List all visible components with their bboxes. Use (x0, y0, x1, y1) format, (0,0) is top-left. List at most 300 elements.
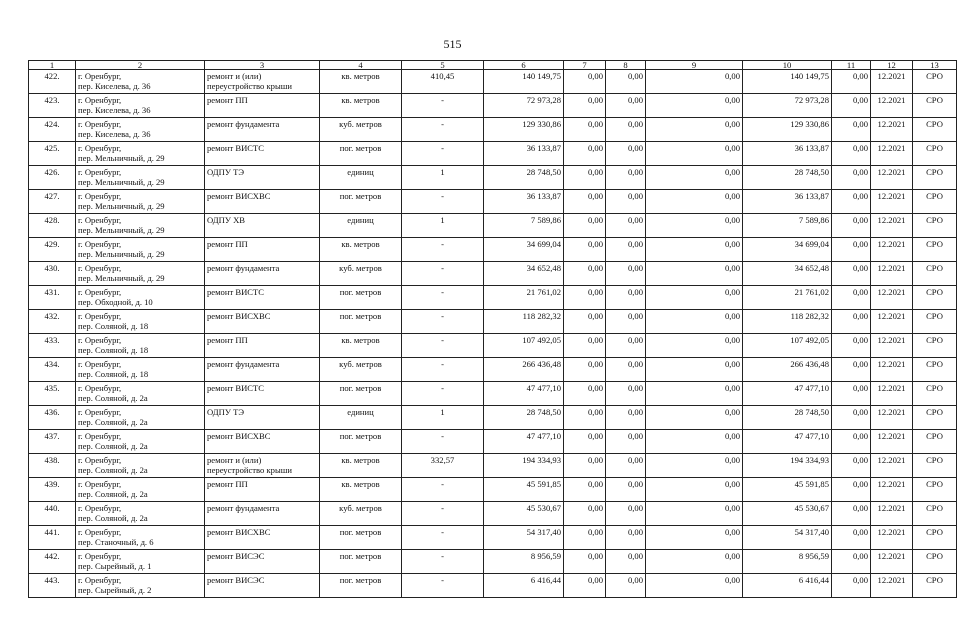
unit-cell (320, 550, 402, 574)
volume-line: - (441, 431, 444, 441)
value-line: 0,00 (724, 287, 740, 297)
value-line: 0,00 (724, 215, 740, 225)
value-line: 0,00 (852, 383, 868, 393)
value-line: 0,00 (587, 575, 603, 585)
fund-cost-cell (743, 166, 832, 190)
address-line: г. Оренбург, (78, 191, 122, 201)
address-line: пер. Соляной, д. 2а (78, 465, 148, 475)
value-line: 0,00 (724, 191, 740, 201)
unit-line: пог. метров (339, 431, 382, 441)
value-line: 0,00 (587, 143, 603, 153)
deadline-line: 12.2021 (877, 359, 906, 369)
fund-cost-line: 107 492,05 (790, 335, 829, 345)
column-header: 3 (205, 61, 320, 70)
row-number-cell (29, 430, 76, 454)
column-header: 5 (402, 61, 484, 70)
volume-line: 332,57 (430, 455, 455, 465)
fund-cost-cell (743, 190, 832, 214)
value-cell (564, 574, 606, 598)
work-type-cell (205, 478, 320, 502)
value-line: 0,00 (587, 311, 603, 321)
value-line: 0,00 (852, 335, 868, 345)
deadline-cell (871, 574, 913, 598)
deadline-cell (871, 310, 913, 334)
source-cell (913, 142, 957, 166)
value-cell (646, 310, 743, 334)
work-type-cell (205, 526, 320, 550)
source-line: СРО (926, 551, 943, 561)
value-cell (564, 142, 606, 166)
fund-cost-cell (743, 286, 832, 310)
address-line: пер. Станочный, д. 6 (78, 537, 154, 547)
value-line: 0,00 (627, 383, 643, 393)
value-cell (832, 334, 871, 358)
fund-cost-cell (743, 550, 832, 574)
fund-cost-line: 129 330,86 (790, 119, 829, 129)
work-type-cell (205, 574, 320, 598)
work-type-line: переустройство крыши (207, 465, 292, 475)
value-cell (646, 406, 743, 430)
value-line: 0,00 (587, 551, 603, 561)
volume-cell (402, 286, 484, 310)
value-cell (646, 214, 743, 238)
table-row (29, 142, 957, 166)
unit-cell (320, 190, 402, 214)
unit-cell (320, 502, 402, 526)
unit-cell (320, 526, 402, 550)
address-line: г. Оренбург, (78, 167, 122, 177)
value-line: 0,00 (852, 239, 868, 249)
fund-cost-line: 21 761,02 (794, 287, 829, 297)
address-cell (76, 406, 205, 430)
row-number-line: 443. (44, 575, 60, 585)
table-row (29, 166, 957, 190)
volume-cell (402, 190, 484, 214)
value-line: 0,00 (587, 359, 603, 369)
total-cost-line: 47 477,10 (526, 383, 561, 393)
total-cost-line: 7 589,86 (530, 215, 561, 225)
unit-cell (320, 454, 402, 478)
value-line: 0,00 (724, 455, 740, 465)
value-cell (606, 502, 646, 526)
row-number-line: 442. (44, 551, 60, 561)
value-line: 0,00 (627, 407, 643, 417)
total-cost-line: 47 477,10 (526, 431, 561, 441)
deadline-line: 12.2021 (877, 191, 906, 201)
value-line: 0,00 (627, 287, 643, 297)
unit-cell (320, 478, 402, 502)
table-row (29, 382, 957, 406)
address-cell (76, 190, 205, 214)
total-cost-cell (484, 502, 564, 526)
work-type-line: ремонт ПП (207, 479, 248, 489)
deadline-line: 12.2021 (877, 287, 906, 297)
table-row (29, 262, 957, 286)
total-cost-line: 28 748,50 (526, 167, 561, 177)
total-cost-cell (484, 478, 564, 502)
work-type-line: ремонт ВИСХВС (207, 527, 271, 537)
value-cell (606, 166, 646, 190)
row-number-cell (29, 70, 76, 94)
value-cell (564, 310, 606, 334)
value-cell (606, 382, 646, 406)
address-line: г. Оренбург, (78, 359, 122, 369)
value-line: 0,00 (724, 335, 740, 345)
value-line: 0,00 (587, 71, 603, 81)
total-cost-cell (484, 214, 564, 238)
table-row (29, 454, 957, 478)
unit-cell (320, 214, 402, 238)
fund-cost-cell (743, 238, 832, 262)
address-line: г. Оренбург, (78, 407, 122, 417)
value-cell (606, 70, 646, 94)
total-cost-cell (484, 430, 564, 454)
value-line: 0,00 (852, 119, 868, 129)
unit-line: кв. метров (341, 479, 380, 489)
column-number-row (29, 61, 957, 70)
value-line: 0,00 (627, 359, 643, 369)
source-line: СРО (926, 503, 943, 513)
column-header: 1 (29, 61, 76, 70)
volume-line: - (441, 95, 444, 105)
total-cost-cell (484, 382, 564, 406)
table-row (29, 334, 957, 358)
address-line: г. Оренбург, (78, 263, 122, 273)
row-number-cell (29, 118, 76, 142)
value-cell (646, 238, 743, 262)
work-type-line: ремонт ВИСТС (207, 287, 265, 297)
value-line: 0,00 (852, 287, 868, 297)
fund-cost-line: 8 956,59 (798, 551, 829, 561)
work-type-line: ремонт фундамента (207, 359, 280, 369)
volume-cell (402, 454, 484, 478)
fund-cost-line: 45 530,67 (794, 503, 829, 513)
row-number-cell (29, 574, 76, 598)
fund-cost-line: 28 748,50 (794, 407, 829, 417)
work-type-line: ремонт фундамента (207, 119, 280, 129)
value-cell (646, 502, 743, 526)
value-cell (832, 238, 871, 262)
total-cost-line: 34 699,04 (526, 239, 561, 249)
work-type-line: ремонт фундамента (207, 263, 280, 273)
value-line: 0,00 (852, 143, 868, 153)
deadline-line: 12.2021 (877, 527, 906, 537)
volume-line: - (441, 119, 444, 129)
value-line: 0,00 (587, 407, 603, 417)
value-line: 0,00 (587, 527, 603, 537)
source-cell (913, 70, 957, 94)
address-line: пер. Киселева, д. 36 (78, 129, 151, 139)
address-line: г. Оренбург, (78, 527, 122, 537)
value-line: 0,00 (587, 119, 603, 129)
source-cell (913, 262, 957, 286)
unit-cell (320, 118, 402, 142)
value-line: 0,00 (852, 575, 868, 585)
source-line: СРО (926, 431, 943, 441)
value-line: 0,00 (724, 311, 740, 321)
source-cell (913, 214, 957, 238)
value-line: 0,00 (587, 455, 603, 465)
deadline-cell (871, 502, 913, 526)
value-line: 0,00 (587, 215, 603, 225)
source-line: СРО (926, 359, 943, 369)
table-row (29, 574, 957, 598)
column-header: 7 (564, 61, 606, 70)
address-line: пер. Мельничный, д. 29 (78, 153, 165, 163)
fund-cost-line: 36 133,87 (794, 191, 829, 201)
address-line: г. Оренбург, (78, 575, 122, 585)
unit-cell (320, 406, 402, 430)
value-line: 0,00 (627, 311, 643, 321)
column-header: 11 (832, 61, 871, 70)
value-cell (564, 430, 606, 454)
address-cell (76, 214, 205, 238)
value-line: 0,00 (627, 95, 643, 105)
value-cell (606, 262, 646, 286)
row-number-line: 424. (44, 119, 60, 129)
value-line: 0,00 (724, 359, 740, 369)
deadline-cell (871, 550, 913, 574)
table-row (29, 478, 957, 502)
table-row (29, 118, 957, 142)
address-cell (76, 262, 205, 286)
table-row (29, 310, 957, 334)
address-line: пер. Мельничный, д. 29 (78, 249, 165, 259)
table-row (29, 550, 957, 574)
unit-cell (320, 430, 402, 454)
value-cell (832, 574, 871, 598)
value-line: 0,00 (724, 479, 740, 489)
column-header: 10 (743, 61, 832, 70)
table-row (29, 70, 957, 94)
deadline-line: 12.2021 (877, 335, 906, 345)
work-type-line: ремонт ВИСТС (207, 383, 265, 393)
value-line: 0,00 (587, 191, 603, 201)
value-line: 0,00 (627, 503, 643, 513)
row-number-cell (29, 502, 76, 526)
address-line: пер. Соляной, д. 18 (78, 321, 149, 331)
address-line: пер. Соляной, д. 18 (78, 345, 149, 355)
unit-line: пог. метров (339, 575, 382, 585)
volume-line: 1 (440, 215, 445, 225)
address-line: г. Оренбург, (78, 431, 122, 441)
volume-cell (402, 382, 484, 406)
volume-line: 1 (440, 407, 445, 417)
table-row (29, 286, 957, 310)
work-type-cell (205, 94, 320, 118)
source-line: СРО (926, 407, 943, 417)
address-line: г. Оренбург, (78, 287, 122, 297)
unit-line: куб. метров (339, 503, 382, 513)
row-number-line: 432. (44, 311, 60, 321)
address-line: пер. Сырейный, д. 1 (78, 561, 152, 571)
work-type-cell (205, 454, 320, 478)
value-line: 0,00 (627, 263, 643, 273)
value-cell (832, 454, 871, 478)
value-cell (832, 478, 871, 502)
row-number-line: 438. (44, 455, 60, 465)
work-type-line: ОДПУ ХВ (207, 215, 246, 225)
value-cell (832, 190, 871, 214)
value-line: 0,00 (587, 263, 603, 273)
volume-line: - (441, 479, 444, 489)
deadline-cell (871, 382, 913, 406)
work-type-cell (205, 502, 320, 526)
work-type-cell (205, 70, 320, 94)
source-cell (913, 118, 957, 142)
volume-line: - (441, 311, 444, 321)
address-cell (76, 94, 205, 118)
address-cell (76, 286, 205, 310)
deadline-cell (871, 262, 913, 286)
total-cost-line: 54 317,40 (526, 527, 561, 537)
deadline-line: 12.2021 (877, 431, 906, 441)
total-cost-line: 118 282,32 (522, 311, 561, 321)
unit-line: пог. метров (339, 527, 382, 537)
unit-cell (320, 358, 402, 382)
total-cost-line: 28 748,50 (526, 407, 561, 417)
value-cell (646, 262, 743, 286)
fund-cost-cell (743, 430, 832, 454)
fund-cost-cell (743, 118, 832, 142)
address-cell (76, 118, 205, 142)
value-line: 0,00 (852, 191, 868, 201)
work-type-cell (205, 262, 320, 286)
value-cell (646, 94, 743, 118)
address-line: г. Оренбург, (78, 71, 122, 81)
row-number-line: 435. (44, 383, 60, 393)
value-cell (564, 166, 606, 190)
value-cell (606, 406, 646, 430)
value-cell (564, 478, 606, 502)
unit-line: пог. метров (339, 383, 382, 393)
value-cell (564, 502, 606, 526)
work-type-line: ремонт фундамента (207, 503, 280, 513)
total-cost-cell (484, 118, 564, 142)
deadline-line: 12.2021 (877, 263, 906, 273)
total-cost-cell (484, 334, 564, 358)
work-type-line: ремонт ВИСХВС (207, 191, 271, 201)
source-cell (913, 238, 957, 262)
unit-line: пог. метров (339, 311, 382, 321)
address-line: пер. Соляной, д. 2а (78, 441, 148, 451)
total-cost-line: 194 334,93 (522, 455, 561, 465)
deadline-line: 12.2021 (877, 167, 906, 177)
column-header: 12 (871, 61, 913, 70)
value-cell (832, 262, 871, 286)
value-cell (564, 94, 606, 118)
value-line: 0,00 (627, 551, 643, 561)
table-row (29, 94, 957, 118)
row-number-line: 434. (44, 359, 60, 369)
row-number-line: 441. (44, 527, 60, 537)
column-header: 13 (913, 61, 957, 70)
value-line: 0,00 (852, 359, 868, 369)
value-cell (646, 358, 743, 382)
source-line: СРО (926, 527, 943, 537)
row-number-cell (29, 406, 76, 430)
row-number-line: 425. (44, 143, 60, 153)
fund-cost-line: 47 477,10 (794, 431, 829, 441)
value-cell (646, 70, 743, 94)
value-line: 0,00 (627, 479, 643, 489)
address-cell (76, 70, 205, 94)
source-line: СРО (926, 311, 943, 321)
volume-cell (402, 118, 484, 142)
total-cost-line: 6 416,44 (530, 575, 561, 585)
value-line: 0,00 (852, 551, 868, 561)
work-type-cell (205, 430, 320, 454)
total-cost-line: 36 133,87 (526, 143, 561, 153)
value-cell (564, 238, 606, 262)
value-cell (832, 94, 871, 118)
work-type-cell (205, 238, 320, 262)
deadline-cell (871, 406, 913, 430)
work-type-line: ремонт ВИСЭС (207, 575, 265, 585)
value-cell (564, 454, 606, 478)
volume-line: - (441, 527, 444, 537)
volume-cell (402, 406, 484, 430)
fund-cost-line: 194 334,93 (790, 455, 829, 465)
value-line: 0,00 (724, 527, 740, 537)
value-line: 0,00 (852, 95, 868, 105)
row-number-cell (29, 550, 76, 574)
fund-cost-cell (743, 478, 832, 502)
value-line: 0,00 (627, 215, 643, 225)
address-cell (76, 454, 205, 478)
value-line: 0,00 (724, 263, 740, 273)
address-line: г. Оренбург, (78, 119, 122, 129)
deadline-cell (871, 430, 913, 454)
fund-cost-cell (743, 94, 832, 118)
row-number-line: 437. (44, 431, 60, 441)
value-line: 0,00 (587, 239, 603, 249)
value-line: 0,00 (724, 503, 740, 513)
work-type-cell (205, 310, 320, 334)
deadline-line: 12.2021 (877, 575, 906, 585)
volume-cell (402, 334, 484, 358)
fund-cost-line: 7 589,86 (798, 215, 829, 225)
value-cell (646, 478, 743, 502)
unit-cell (320, 238, 402, 262)
deadline-cell (871, 454, 913, 478)
column-header: 6 (484, 61, 564, 70)
fund-cost-cell (743, 382, 832, 406)
fund-cost-line: 28 748,50 (794, 167, 829, 177)
value-cell (832, 70, 871, 94)
source-line: СРО (926, 263, 943, 273)
total-cost-cell (484, 526, 564, 550)
address-cell (76, 478, 205, 502)
value-line: 0,00 (724, 431, 740, 441)
fund-cost-cell (743, 526, 832, 550)
work-type-line: переустройство крыши (207, 81, 292, 91)
source-line: СРО (926, 143, 943, 153)
total-cost-cell (484, 70, 564, 94)
value-line: 0,00 (852, 167, 868, 177)
page-number: 515 (443, 37, 462, 51)
value-cell (646, 286, 743, 310)
address-cell (76, 334, 205, 358)
value-line: 0,00 (587, 431, 603, 441)
deadline-line: 12.2021 (877, 71, 906, 81)
deadline-line: 12.2021 (877, 239, 906, 249)
table-row (29, 190, 957, 214)
value-line: 0,00 (724, 71, 740, 81)
deadline-line: 12.2021 (877, 311, 906, 321)
source-cell (913, 286, 957, 310)
address-line: г. Оренбург, (78, 551, 122, 561)
